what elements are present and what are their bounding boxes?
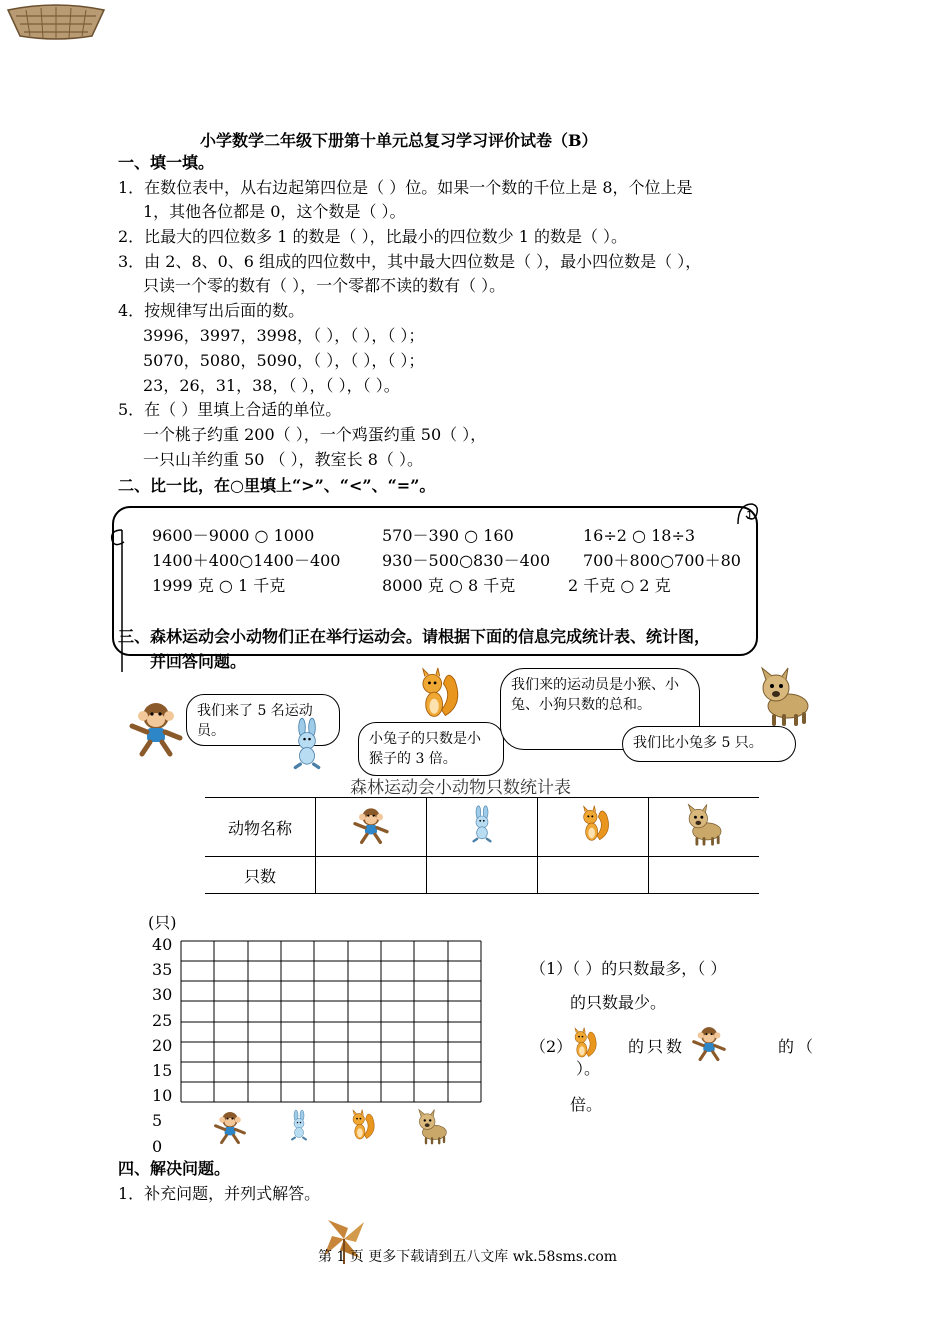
dog-icon xyxy=(682,803,726,847)
q2: 2．比最大的四位数多 1 的数是（ ），比最小的四位数少 1 的数是（ ）。 xyxy=(118,227,628,246)
section4-heading: 四、解决问题。 xyxy=(118,1159,231,1178)
chart-q2-mid: 的只数 xyxy=(628,1037,686,1056)
compare-r3-c3: 2 千克 ○ 2 克 xyxy=(568,576,671,595)
squirrel-icon xyxy=(573,802,613,848)
y-tick-label: 15 xyxy=(152,1061,173,1080)
count-input-rabbit[interactable] xyxy=(427,857,538,894)
stat-table-title: 森林运动会小动物只数统计表 xyxy=(350,778,571,798)
compare-r1-c2: 570－390 ○ 160 xyxy=(382,526,514,545)
monkey-icon xyxy=(126,698,186,758)
y-axis-unit: (只) xyxy=(148,913,177,932)
chart-q2-prefix: （2） xyxy=(530,1037,573,1056)
count-input-squirrel[interactable] xyxy=(538,857,649,894)
compare-r2-c2: 930－500○830－400 xyxy=(382,551,551,570)
rabbit-icon xyxy=(464,802,500,848)
rabbit-speech-bubble: 小兔子的只数是小猴子的 3 倍。 xyxy=(358,722,504,776)
table-cell-squirrel xyxy=(538,798,649,857)
q4-seq3: 23，26，31，38，（ ），（ ），（ ）。 xyxy=(143,376,400,395)
q5: 5．在（ ）里填上合适的单位。 xyxy=(118,400,342,419)
row-label-count: 只数 xyxy=(205,857,316,894)
dog-speech-bubble: 我们比小兔多 5 只。 xyxy=(622,726,796,762)
y-tick-label: 5 xyxy=(152,1111,163,1130)
squirrel-speech-bubble: 我们来的运动员是小猴、小兔、小狗只数的总和。 xyxy=(500,668,700,750)
y-tick-label: 35 xyxy=(152,960,173,979)
scroll-curl-left-icon xyxy=(108,526,134,676)
chart-q1-line2: 的只数最少。 xyxy=(570,993,667,1012)
svg-text:1: 1 xyxy=(746,509,753,522)
chart-q1-line1: （1）（ ）的只数最多，（ ） xyxy=(530,959,727,978)
y-tick-label: 40 xyxy=(152,935,173,954)
squirrel-icon xyxy=(408,664,464,726)
q3-line1: 3．由 2、8、0、6 组成的四位数中，其中最大四位数是（ ），最小四位数是（ ）， xyxy=(118,252,702,271)
q5-line1: 一个桃子约重 200（ ），一个鸡蛋约重 50（ ）， xyxy=(143,425,487,444)
q1-line1: 1．在数位表中，从右边起第四位是（ ）位。如果一个数的千位上是 8，个位上是 xyxy=(118,178,693,197)
q4-seq2: 5070，5080，5090，（ ），（ ），（ ）； xyxy=(143,351,425,370)
dog-icon xyxy=(754,666,814,728)
compare-r3-c2: 8000 克 ○ 8 千克 xyxy=(382,576,516,595)
count-input-monkey[interactable] xyxy=(316,857,427,894)
count-input-dog[interactable] xyxy=(649,857,760,894)
compare-r2-c3: 700＋800○700＋80 xyxy=(583,551,741,570)
section1-heading: 一、填一填。 xyxy=(118,153,215,172)
rabbit-icon xyxy=(284,1106,314,1146)
table-cell-rabbit xyxy=(427,798,538,857)
squirrel-icon xyxy=(344,1106,378,1146)
monkey-speech-bubble: 我们来了 5 名运动员。 xyxy=(186,694,340,746)
y-tick-label: 0 xyxy=(152,1137,163,1156)
section3-heading-line1: 三、森林运动会小动物们正在举行运动会。请根据下面的信息完成统计表、统计图， xyxy=(118,627,711,646)
dog-icon xyxy=(414,1108,450,1146)
basket-logo xyxy=(6,2,106,42)
monkey-icon xyxy=(690,1024,728,1062)
q4: 4．按规律写出后面的数。 xyxy=(118,301,305,320)
section3-heading-line2: 并回答问题。 xyxy=(150,652,247,671)
y-tick-label: 30 xyxy=(152,985,173,1004)
row-label-name: 动物名称 xyxy=(205,798,316,857)
page-title: 小学数学二年级下册第十单元总复习学习评价试卷（B） xyxy=(200,131,598,150)
q1-line2: 1，其他各位都是 0，这个数是（ ）。 xyxy=(143,202,406,221)
q3-line2: 只读一个零的数有（ ），一个零都不读的数有（ ）。 xyxy=(143,276,506,295)
compare-r1-c3: 16÷2 ○ 18÷3 xyxy=(583,526,696,545)
table-cell-monkey xyxy=(316,798,427,857)
chart-q2-close: ）。 xyxy=(576,1059,601,1078)
q4-seq1: 3996，3997，3998，（ ），（ ），（ ）； xyxy=(143,326,425,345)
monkey-icon xyxy=(212,1108,248,1146)
compare-r1-c1: 9600－9000 ○ 1000 xyxy=(152,526,315,545)
chart-grid xyxy=(180,940,482,1103)
y-tick-label: 20 xyxy=(152,1036,173,1055)
stat-table xyxy=(205,797,759,894)
compare-r3-c1: 1999 克 ○ 1 千克 xyxy=(152,576,286,595)
chart-q2-suffix: 倍。 xyxy=(570,1095,603,1114)
y-tick-label: 10 xyxy=(152,1086,173,1105)
compare-r2-c1: 1400＋400○1400－400 xyxy=(152,551,341,570)
table-cell-dog xyxy=(649,798,760,857)
page-footer: 第 1 页 更多下载请到五八文库 wk.58sms.com xyxy=(318,1249,618,1265)
q5-line2: 一只山羊约重 50 （ ），教室长 8（ ）。 xyxy=(143,450,423,469)
y-tick-label: 25 xyxy=(152,1011,173,1030)
section4-q1: 1．补充问题，并列式解答。 xyxy=(118,1184,321,1203)
monkey-icon xyxy=(351,803,391,847)
chart-q2-of: 的（ xyxy=(778,1037,817,1056)
scroll-curl-right-icon xyxy=(734,500,762,530)
rabbit-icon xyxy=(282,714,332,776)
section2-heading: 二、比一比，在○里填上“>”、“<”、“=”。 xyxy=(118,476,436,495)
